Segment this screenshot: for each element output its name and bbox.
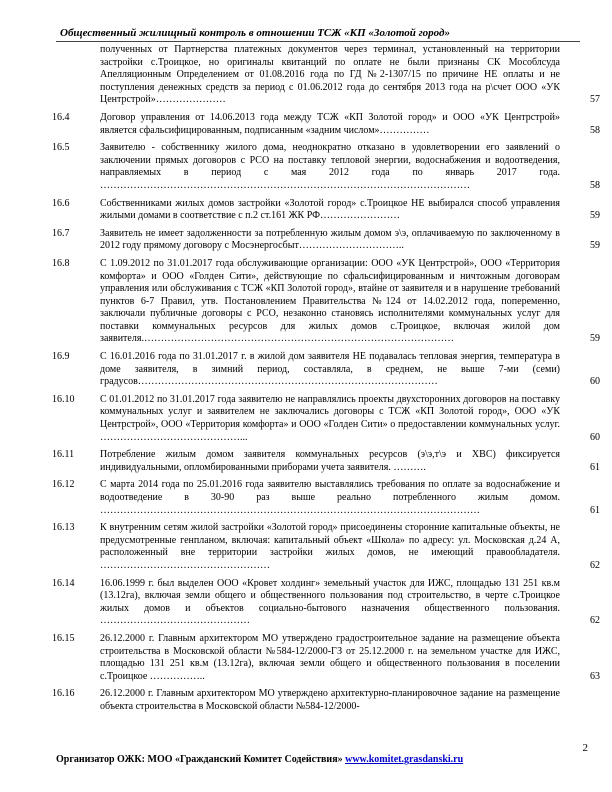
toc-entry-page: 61 [590,504,600,516]
toc-entry-number: 16.8 [52,257,70,269]
footer-organizer: Организатор ОЖК: МОО «Гражданский Комитет Содействия» [56,754,343,765]
toc-entry-text: Потребление жилым домом заявителя коммунальных ресурсов (э\э,т\э и ХВС) фиксируется индивидуальными, опломбированными приборами учета заявителя. ………. [100,449,560,473]
footer-website-link[interactable]: www.komitet.grasdanski.ru [345,754,464,765]
toc-entry-text: С 01.01.2012 по 31.01.2017 года заявителю не направлялись проекты двухсторонних договоров на поставку коммунальных услуг и заявителем не заключались договоры с ТСЖ «КП Золотой город», ООО «УК Центрстрой», ООО «Территория комфорта» и ООО «Голден Сити» о предоставлении коммунальных услуг. ……………………………………... [100,393,560,443]
toc-entry [52,394,600,444]
toc-entry-text: С 1.09.2012 по 31.01.2017 года обслуживающие организации: ООО «УК Центрстрой», ООО «Территория комфорта» и ООО «Голден Сити», действующие по сфальсифицированным и ничтожным договорам управления или обслуживания с ТСЖ «КП Золотой город», втайне от заявителя и в нарушение требований пунктов 6-7 Правил, утв. Постановлением Правительства №124 от 14.02.2012 года, попеременно, заключали публичные договоры с РСО, незаконно становясь исполнителями коммунальных услуг для поставки коммунальных ресурсов для жилых домов с.Троицкое, включая жилой дом заявителя.………………………………………………………………………………… [100,257,560,345]
toc-entry-page: 59 [590,333,600,345]
toc-entry [52,112,600,137]
toc-entry-text: К внутренним сетям жилой застройки «Золотой город» присоединены сторонние капитальные объекты, не предусмотренные генпланом, включая: капитальный объект «Школа» по адресу: ул. Московская д.24 А, расположенный вне территории застройки жилых домов, не имеющий правообладателя. …………………………………………… [100,522,560,571]
toc-entry-page: 62 [590,615,600,627]
toc-entry-text: С 16.01.2016 года по 31.01.2017 г. в жилой дом заявителя НЕ подавалась тепловая энергия, температура в доме заявителя, в зимний период, составляла, в среднем, не выше 7-ми (семи) градусов……………………………………………………………………………… [100,351,560,388]
toc-entry-number: 16.9 [52,351,70,363]
page-header: Общественный жилищный контроль в отношении ТСЖ «КП «Золотой город» [60,27,450,39]
toc-entry-page: 59 [590,240,600,252]
toc-entry [52,142,600,192]
toc-entry-number: 16.11 [52,449,75,461]
toc-entry-text: С марта 2014 года по 25.01.2016 года заявителю выставлялись требования по оплате за водоснабжение и водоотведение в 30-90 раз выше реально потребленного жилым домом. …………………………………………………………………………………………………… [100,479,560,516]
toc-entry-number: 16.10 [52,393,75,405]
page-number: 2 [582,742,588,754]
toc-entry [52,633,600,683]
toc-entry-number: 16.12 [52,479,75,491]
toc-entry [52,449,600,474]
toc-entry-number: 16.6 [52,197,70,209]
toc-entry-page: 58 [590,179,600,191]
toc-entry-page: 57 [590,94,600,106]
toc-entry-number: 16.13 [52,522,75,534]
toc-entry-text: Заявителю - собственнику жилого дома, неоднократно отказано в удовлетворении его заявлений о заключении прямых договоров с РСО на поставку тепловой энергии, водоснабжения и водоотведения, направляемых в период с мая 2012 года по январь 2017 года. ………………………………………………………………………………………………… [100,142,560,191]
toc-entry [52,479,600,517]
toc-entry-text: 26.12.2000 г. Главным архитектором МО утверждено градостроительное задание на размещение объекта строительства в Московской области №584-12/2000-ГЗ от 25.12.2000 г. на земельном участке для ИЖС, площадью 131 251 кв.м (13.12га), включая земли общего и общественного пользования в поселении с.Троицкое …………….. [100,632,560,682]
toc-entry-page: 58 [590,124,600,136]
toc-entry [52,522,600,572]
toc-entry-number: 16.14 [52,577,75,589]
toc-entry [52,198,600,223]
toc-entry-page: 63 [590,670,600,682]
toc-entry-number: 16.4 [52,111,70,123]
toc-entry-text: Заявитель не имеет задолженности за потребленную жилым домом э\э, оплачиваемую по заключенному в 2012 году прямому договору с Мосэнергосбыт………………………….. [100,227,560,252]
toc-entry-number: 16.16 [52,688,75,700]
toc-entry-text: Договор управления от 14.06.2013 года между ТСЖ «КП Золотой город» и ООО «УК Центрстрой» является сфальсифицированным, подписанным «задним числом»…………… [100,111,560,136]
toc-entry-number: 16.5 [52,142,70,154]
toc-entry-number: 16.15 [52,632,75,644]
toc-entry [52,351,600,389]
toc-entry-page: 61 [590,461,600,473]
toc-entry [52,258,600,346]
toc-entry-page: 60 [590,376,600,388]
toc-entry-number: 16.7 [52,227,70,239]
toc-entry [52,228,600,253]
toc-entry [52,578,600,628]
toc-entry-page: 62 [590,559,600,571]
toc-entry-text: полученных от Партнерства платежных документов через терминал, установленный на территории застройки с.Троицкое, но оригиналы квитанций по оплате не были признаны СК Мособлсуда Апелляционным Определением от 01.08.2016 года по ГД №2-1307/15 по причине НЕ оплаты и не поступления денежных средств за период с 01.06.2012 года до сентября 2013 года на р\счет ООО «УК Центрстрой»………………… [100,44,560,106]
toc-entry-text: Собственниками жилых домов застройки «Золотой город» с.Троицкое НЕ выбирался способ управления жилыми домами в соответствие с п.2 ст.161 ЖК РФ…………………… [100,197,560,222]
toc-entry-text: 16.06.1999 г. был выделен ООО «Кровет холдинг» земельный участок для ИЖС, площадью 131 251 кв.м (13.12га), включая земли общего и общественного пользования под строительство, в черте с.Троицкое жилых домов и объектов социально-бытового назначения общественного пользования. ……………………………………… [100,577,560,627]
header-divider [56,41,580,42]
toc-entry [52,688,600,713]
footer [56,754,463,765]
toc-entry-page: 59 [590,210,600,222]
toc-entry [52,44,600,107]
toc-entry-page: 60 [590,431,600,443]
toc-entry-text: 26.12.2000 г. Главным архитектором МО утверждено архитектурно-планировочное задание на размещение объекта строительства в Московской области №584-12/2000- [100,688,560,712]
table-of-contents [52,44,600,719]
